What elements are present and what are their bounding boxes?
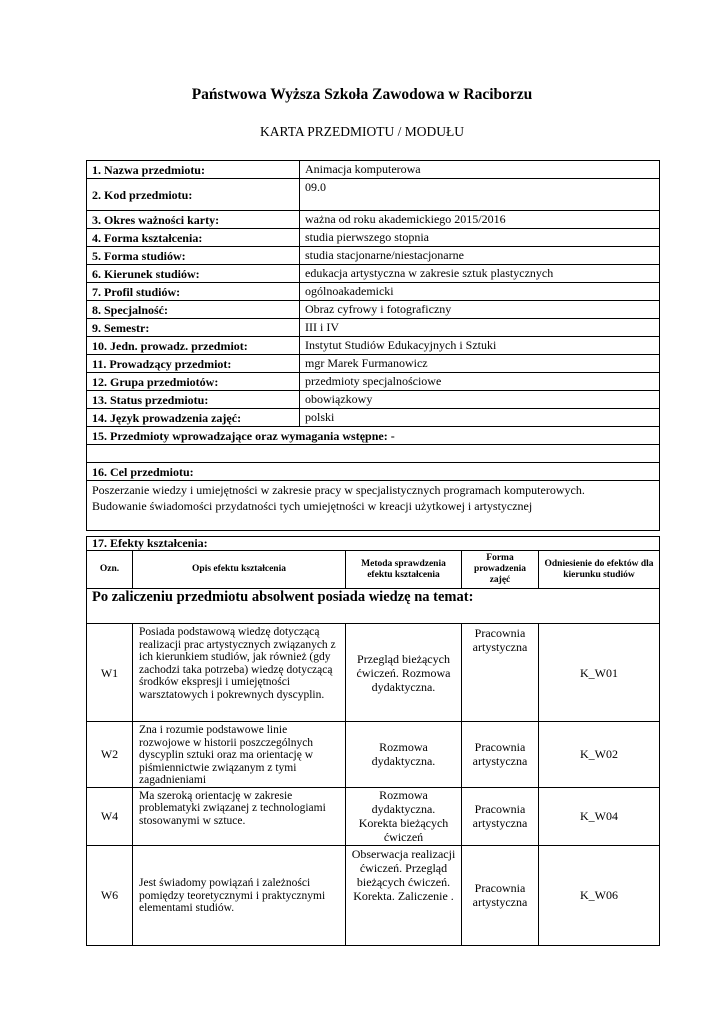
column-header-odniesienie: Odniesienie do efektów dla kierunku studiów — [539, 551, 660, 589]
info-value: przedmioty specjalnościowe — [300, 373, 660, 391]
info-label: 2. Kod przedmiotu: — [87, 179, 300, 211]
outcome-reference: K_W06 — [539, 845, 660, 945]
info-label: 1. Nazwa przedmiotu: — [87, 161, 300, 179]
outcome-code: W1 — [87, 624, 133, 722]
info-label: 13. Status przedmiotu: — [87, 391, 300, 409]
outcomes-label: 17. Efekty kształcenia: — [87, 537, 660, 551]
institution-title: Państwowa Wyższa Szkoła Zawodowa w Raciborzu — [191, 86, 533, 103]
info-row — [87, 355, 660, 373]
info-value: ważna od roku akademickiego 2015/2016 — [300, 211, 660, 229]
info-row — [87, 373, 660, 391]
info-label: 5. Forma studiów: — [87, 247, 300, 265]
outcomes-header-row — [87, 551, 660, 589]
outcome-description: Zna i rozumie podstawowe linie rozwojowe w historii poszczególnych dyscyplin sztuki oraz ma orientację w piśmiennictwie związanym z tymi zagadnieniami — [133, 722, 346, 788]
info-row — [87, 301, 660, 319]
column-header-metoda: Metoda sprawdzenia efektu kształcenia — [346, 551, 462, 589]
info-row — [87, 391, 660, 409]
outcome-form: Pracownia artystyczna — [462, 787, 539, 845]
info-value: Instytut Studiów Edukacyjnych i Sztuki — [300, 337, 660, 355]
info-value: Obraz cyfrowy i fotograficzny — [300, 301, 660, 319]
info-value: mgr Marek Furmanowicz — [300, 355, 660, 373]
info-row — [87, 319, 660, 337]
info-value: studia stacjonarne/niestacjonarne — [300, 247, 660, 265]
info-label: 7. Profil studiów: — [87, 283, 300, 301]
info-row — [87, 161, 660, 179]
info-label: 11. Prowadzący przedmiot: — [87, 355, 300, 373]
info-label: 12. Grupa przedmiotów: — [87, 373, 300, 391]
course-info-table — [86, 160, 660, 531]
info-label: 10. Jedn. prowadz. przedmiot: — [87, 337, 300, 355]
info-row — [87, 179, 660, 211]
outcome-description: Ma szeroką orientację w zakresie problematyki związanej z technologiami stosowanymi w sztuce. — [133, 787, 346, 845]
outcome-reference: K_W01 — [539, 624, 660, 722]
info-label: 14. Język prowadzenia zajęć: — [87, 409, 300, 427]
info-label: 4. Forma kształcenia: — [87, 229, 300, 247]
outcome-method: Obserwacja realizacji ćwiczeń. Przegląd bieżących ćwiczeń. Korekta. Zaliczenie . — [346, 845, 462, 945]
knowledge-heading: Po zaliczeniu przedmiotu absolwent posiada wiedzę na temat: — [87, 589, 660, 624]
info-value: edukacja artystyczna w zakresie sztuk plastycznych — [300, 265, 660, 283]
info-row — [87, 229, 660, 247]
outcome-method: Rozmowa dydaktyczna. — [346, 722, 462, 788]
info-label: 9. Semestr: — [87, 319, 300, 337]
outcome-method: Przegląd bieżących ćwiczeń. Rozmowa dydaktyczna. — [346, 624, 462, 722]
info-value: polski — [300, 409, 660, 427]
course-goal-text — [87, 481, 660, 531]
prerequisites-label: 15. Przedmioty wprowadzające oraz wymagania wstępne: - — [87, 427, 660, 445]
info-row — [87, 409, 660, 427]
column-header-ozn: Ozn. — [87, 551, 133, 589]
outcome-reference: K_W04 — [539, 787, 660, 845]
info-row — [87, 283, 660, 301]
table-row — [87, 787, 660, 845]
outcome-form: Pracownia artystyczna — [462, 624, 539, 722]
info-label: 6. Kierunek studiów: — [87, 265, 300, 283]
info-row — [87, 337, 660, 355]
info-value: Animacja komputerowa — [300, 161, 660, 179]
column-header-opis: Opis efektu kształcenia — [133, 551, 346, 589]
table-row — [87, 722, 660, 788]
info-value: obowiązkowy — [300, 391, 660, 409]
column-header-forma: Forma prowadzenia zajęć — [462, 551, 539, 589]
outcome-method: Rozmowa dydaktyczna. Korekta bieżących ćwiczeń — [346, 787, 462, 845]
info-value: III i IV — [300, 319, 660, 337]
outcome-form: Pracownia artystyczna — [462, 722, 539, 788]
table-row — [87, 624, 660, 722]
outcome-form: Pracownia artystyczna — [462, 845, 539, 945]
outcome-code: W6 — [87, 845, 133, 945]
outcome-code: W2 — [87, 722, 133, 788]
info-label: 8. Specjalność: — [87, 301, 300, 319]
info-label: 3. Okres ważności karty: — [87, 211, 300, 229]
table-row — [87, 845, 660, 945]
course-goal-line: Budowanie świadomości przydatności tych umiejętności w kreacji użytkowej i artystycznej — [92, 499, 533, 513]
info-value: ogólnoakademicki — [300, 283, 660, 301]
outcome-description: Jest świadomy powiązań i zależności pomiędzy teoretycznymi i praktycznymi elementami studiów. — [133, 845, 346, 945]
course-goal-label: 16. Cel przedmiotu: — [87, 463, 660, 481]
info-value: 09.0 — [300, 179, 660, 211]
info-row — [87, 265, 660, 283]
learning-outcomes-table — [86, 536, 660, 946]
info-row — [87, 211, 660, 229]
outcome-reference: K_W02 — [539, 722, 660, 788]
outcome-description: Posiada podstawową wiedzę dotyczącą realizacji prac artystycznych związanych z ich kierunkiem studiów, jak również (gdy zachodzi taka potrzeba) wiedzę dotyczącą środków ekspresji i umiejętności warsztatowych i pokrewnych dyscyplin. — [133, 624, 346, 722]
info-value: studia pierwszego stopnia — [300, 229, 660, 247]
outcome-code: W4 — [87, 787, 133, 845]
info-row — [87, 247, 660, 265]
course-goal-line: Poszerzanie wiedzy i umiejętności w zakresie pracy w specjalistycznych programach komputerowych. — [92, 483, 585, 497]
prerequisites-value — [87, 445, 660, 463]
document-title: KARTA PRZEDMIOTU / MODUŁU — [260, 124, 464, 139]
